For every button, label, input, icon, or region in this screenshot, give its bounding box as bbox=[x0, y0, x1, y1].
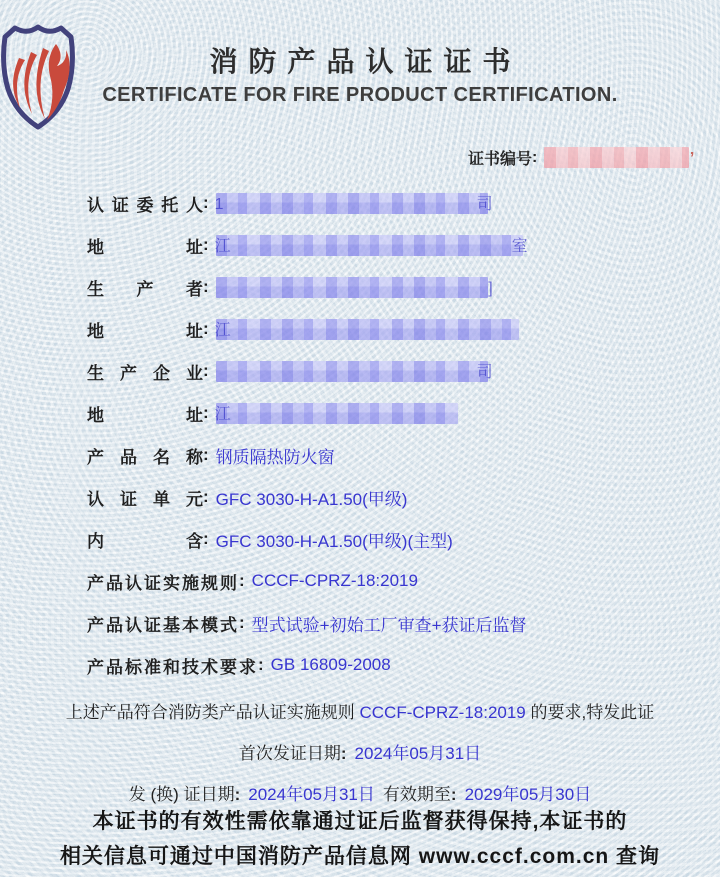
first-issue-date: 2024年05月31日 bbox=[354, 744, 482, 763]
field-label: 产品认证实施规则 bbox=[87, 573, 239, 593]
label-colon: : bbox=[532, 148, 538, 166]
redaction-edge-hint: 司 bbox=[476, 363, 493, 381]
field-label: 认证委托人 bbox=[87, 195, 203, 215]
field-value: CCCF-CPRZ-18:2019 bbox=[251, 571, 418, 590]
redaction-edge-hint: ] bbox=[488, 279, 493, 297]
label-colon: : bbox=[203, 445, 209, 464]
field-value: GB 16809-2008 bbox=[270, 655, 391, 674]
redaction-edge-hint: 室 bbox=[511, 237, 528, 255]
redacted-value bbox=[216, 403, 458, 424]
field-row-certification-unit bbox=[87, 486, 704, 508]
certificate-fields bbox=[87, 192, 704, 696]
field-label: 认证单元 bbox=[87, 489, 203, 509]
label-colon: : bbox=[203, 361, 209, 380]
label-colon: : bbox=[203, 235, 209, 254]
certificate-title-cn: 消防产品认证证书 bbox=[209, 46, 522, 77]
label-colon: : bbox=[234, 785, 241, 804]
redacted-value bbox=[216, 319, 519, 340]
field-row-manufacturer bbox=[87, 360, 704, 382]
redaction-edge-hint: 1 bbox=[214, 195, 224, 213]
field-value: GFC 3030-H-A1.50(甲级)(主型) bbox=[215, 531, 453, 551]
redaction-edge-hint: 司 bbox=[476, 195, 493, 213]
reissue-label: 发 (换) 证日期 bbox=[128, 785, 235, 804]
label-colon: : bbox=[239, 613, 245, 632]
field-row-producer-address bbox=[87, 318, 704, 340]
label-colon: : bbox=[340, 744, 347, 763]
label-colon: : bbox=[203, 529, 209, 548]
statement-prefix: 上述产品符合消防类产品认证实施规则 bbox=[65, 703, 360, 722]
label-colon: : bbox=[450, 785, 457, 804]
redacted-value bbox=[216, 361, 493, 382]
redacted-value bbox=[214, 235, 528, 256]
field-value: 型式试验+初始工厂审查+获证后监督 bbox=[251, 615, 527, 635]
certificate-number-label: 证书编号 bbox=[468, 151, 533, 168]
reissue-date-line bbox=[0, 780, 720, 805]
field-label: 产品名称 bbox=[87, 447, 203, 467]
label-colon: : bbox=[203, 319, 209, 338]
field-row-applicant bbox=[87, 192, 704, 214]
label-colon: : bbox=[203, 193, 209, 212]
field-row-product-standard bbox=[87, 654, 704, 676]
statement-suffix: 的要求,特发此证 bbox=[525, 703, 655, 722]
reissue-date: 2024年05月31日 bbox=[248, 785, 375, 804]
valid-until-date: 2029年05月30日 bbox=[464, 785, 592, 804]
label-colon: : bbox=[203, 487, 209, 506]
first-issue-label: 首次发证日期 bbox=[238, 744, 341, 763]
certificate-number-redacted bbox=[544, 147, 695, 168]
footer-notice-line2: 相关信息可通过中国消防产品信息网 www.cccf.com.cn 查询 bbox=[59, 845, 661, 868]
field-label: 生产者 bbox=[87, 279, 203, 299]
label-colon: : bbox=[239, 571, 245, 590]
certificate-title-en: CERTIFICATE FOR FIRE PRODUCT CERTIFICATION. bbox=[102, 84, 618, 106]
field-row-manufacturer-address bbox=[87, 402, 704, 424]
field-row-applicant-address bbox=[87, 234, 704, 256]
field-row-product-name bbox=[87, 444, 704, 466]
field-row-includes bbox=[87, 528, 704, 550]
field-row-certification-mode bbox=[87, 612, 704, 634]
field-label: 地址 bbox=[87, 237, 203, 257]
field-label: 产品标准和技术要求 bbox=[87, 657, 258, 677]
redaction-edge-hint: ’ bbox=[689, 150, 695, 167]
redaction-edge-hint: 江 bbox=[214, 321, 231, 339]
redaction-edge-hint: 江 bbox=[214, 237, 231, 255]
field-value: GFC 3030-H-A1.50(甲级) bbox=[215, 489, 408, 509]
footer-notice-line1: 本证书的有效性需依靠通过证后监督获得保持,本证书的 bbox=[92, 810, 628, 833]
field-value: 钢质隔热防火窗 bbox=[215, 447, 335, 467]
label-colon: : bbox=[203, 403, 209, 422]
field-row-implementation-rule bbox=[87, 570, 704, 592]
field-label: 地址 bbox=[87, 321, 203, 341]
valid-until-label: 有效期至 bbox=[382, 785, 451, 804]
redacted-value bbox=[214, 193, 493, 214]
statement-rule-code: CCCF-CPRZ-18:2019 bbox=[359, 703, 526, 722]
label-colon: : bbox=[203, 277, 209, 296]
field-label: 地址 bbox=[87, 405, 203, 425]
certificate-number-row bbox=[468, 146, 695, 169]
redacted-value bbox=[216, 277, 493, 298]
field-label: 产品认证基本模式 bbox=[87, 615, 239, 635]
field-row-producer bbox=[87, 276, 704, 298]
label-colon: : bbox=[258, 655, 264, 674]
field-label: 内含 bbox=[87, 531, 203, 551]
field-label: 生产企业 bbox=[87, 363, 203, 383]
first-issue-date-line bbox=[0, 739, 720, 764]
redaction-edge-hint: 江 bbox=[214, 405, 231, 423]
compliance-statement bbox=[0, 698, 720, 723]
